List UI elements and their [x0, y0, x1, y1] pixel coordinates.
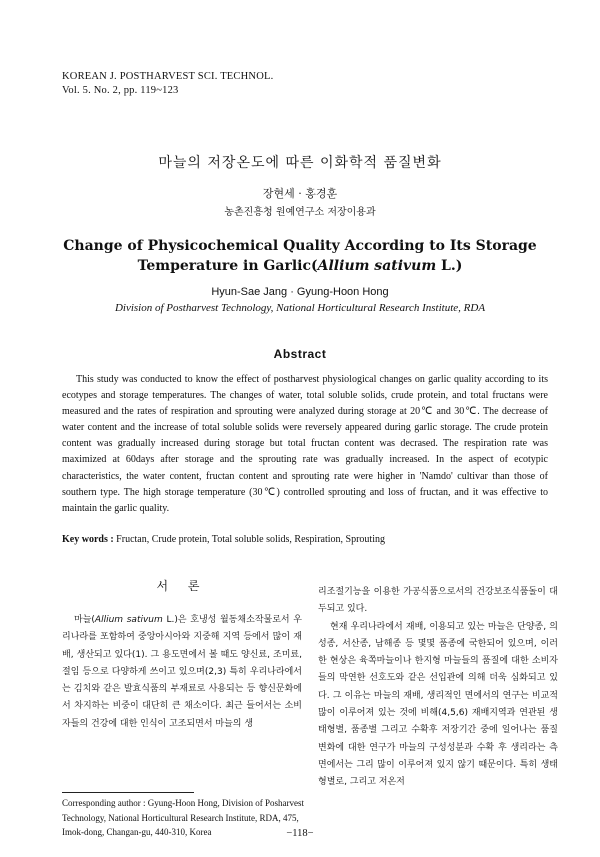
- english-title: [40, 236, 560, 276]
- journal-header: [62, 70, 273, 98]
- keywords-label: Key words :: [62, 534, 114, 545]
- english-affiliation: Division of Postharvest Technology, National Horticultural Research Institute, RDA: [114, 302, 486, 314]
- keywords: [62, 534, 548, 545]
- intro-species: Allium sativum: [94, 615, 163, 625]
- journal-name: KOREAN J. POSTHARVEST SCI. TECHNOL.: [62, 71, 274, 82]
- korean-title: 마늘의 저장온도에 따른 이화학적 품질변화: [158, 155, 442, 171]
- english-title-line2: [40, 256, 560, 276]
- intro-paragraph-1: [62, 612, 302, 733]
- abstract-text: This study was conducted to know the effect of postharvest physiological changes on garlic quality according to its ecotypes and storage temperatures. The changes of water, total soluble solids, crude protein, and total fructans were measured and the rates of respiration and sprouting were analyzed during storage at 20℃ and 30℃. The decrease of water content and the increase of total soluble solids were reversely appeared during garlic storage. The crude protein content was gradually increased during storage but total fructan content was decrased. The respiration rate was maximized at 60days after storage and the sprouting rate was gradually increased. In the aspect of ecotypic characteristics, the water content, fructan content and sprouting rate were higher in 'Namdo' cultivar than those of southern type. The high storage temperature (30℃) controlled sprouting and loss of fructan, and it was effective to maintain the garlic quality.: [62, 374, 548, 514]
- corresponding-author-note: Corresponding author : Gyung-Hoon Hong, Division of Posharvest Technology, National Horticultural Research Institute, RDA, 475, Imok-dong, Changan-gu, 440-310, Korea: [62, 798, 304, 837]
- species-name: Allium sativum: [317, 258, 437, 274]
- intro-paragraph-1-cont: 리조절기능을 이용한 가공식품으로서의 건강보조식품돌이 대두되고 있다.: [318, 587, 558, 615]
- english-title-line1: Change of Physicochemical Quality According to Its Storage: [63, 238, 537, 254]
- keywords-list: Fructan, Crude protein, Total soluble solids, Respiration, Sprouting: [113, 534, 385, 545]
- intro-paragraph-2: 현재 우리나라에서 재배, 이용되고 있는 마늘은 단양종, 의성종, 서산종, 남해종 등 몇몇 품종에 국한되어 있으며, 이러한 현상은 육쪽마늘이나 한지형 마늘들의 품질에 대한 소비자들의 막연한 선호도와 같은 선입관에 의해 더욱 심화되고 있다. 그 이유는 마늘의 재배, 생리적인 면에서의 연구는 비교적 많이 이루어져 있는 것에 비해(4,5,6) 재배지역과 연관된 생태형별, 품종별 그리고 수확후 저장기간 중에 일어나는 품질변화에 대한 연구가 마늘의 구성성분과 수확 후 생리라는 측면에서는 그리 많이 이루어져 있지 않기 때문이다. 특히 생태형별로, 그리고 저온저: [318, 621, 558, 788]
- intro-right-column: [318, 584, 558, 792]
- english-authors: Hyun-Sae Jang · Gyung-Hoon Hong: [211, 286, 389, 298]
- intro-prefix: 마늘(: [74, 615, 95, 625]
- journal-volume: Vol. 5. No. 2, pp. 119~123: [62, 85, 179, 96]
- footnote-divider: [62, 792, 194, 793]
- korean-authors: 장현세 · 홍경훈: [262, 187, 338, 200]
- english-title-suffix: L.): [436, 258, 463, 274]
- english-title-prefix: Temperature in Garlic(: [137, 258, 318, 274]
- page-number: −118−: [286, 828, 314, 839]
- korean-affiliation: 농촌진흥청 원예연구소 저장이용과: [224, 207, 376, 218]
- intro-left-text: L.)은 호냉성 월동채소작물로서 우리나라를 포함하여 중앙아시아와 지중해 지역 등에서 많이 재배, 생산되고 있다(1). 그 용도면에서 볼 때도 양신료, 조미료, 절임 등으로 다양하게 쓰이고 있으며(2,3) 특히 우리나라에서는 김치와 같은 발효식품의 부재료로 사용되는 등 향신문화에서 차지하는 비중이 대단히 큰 채소이다. 최근 들어서는 소비자들의 건강에 대한 인식이 고조되면서 마늘의 생: [62, 615, 302, 729]
- section-heading-introduction: 서 론: [156, 579, 208, 593]
- abstract-heading: Abstract: [273, 347, 327, 361]
- intro-left-column: [62, 578, 302, 733]
